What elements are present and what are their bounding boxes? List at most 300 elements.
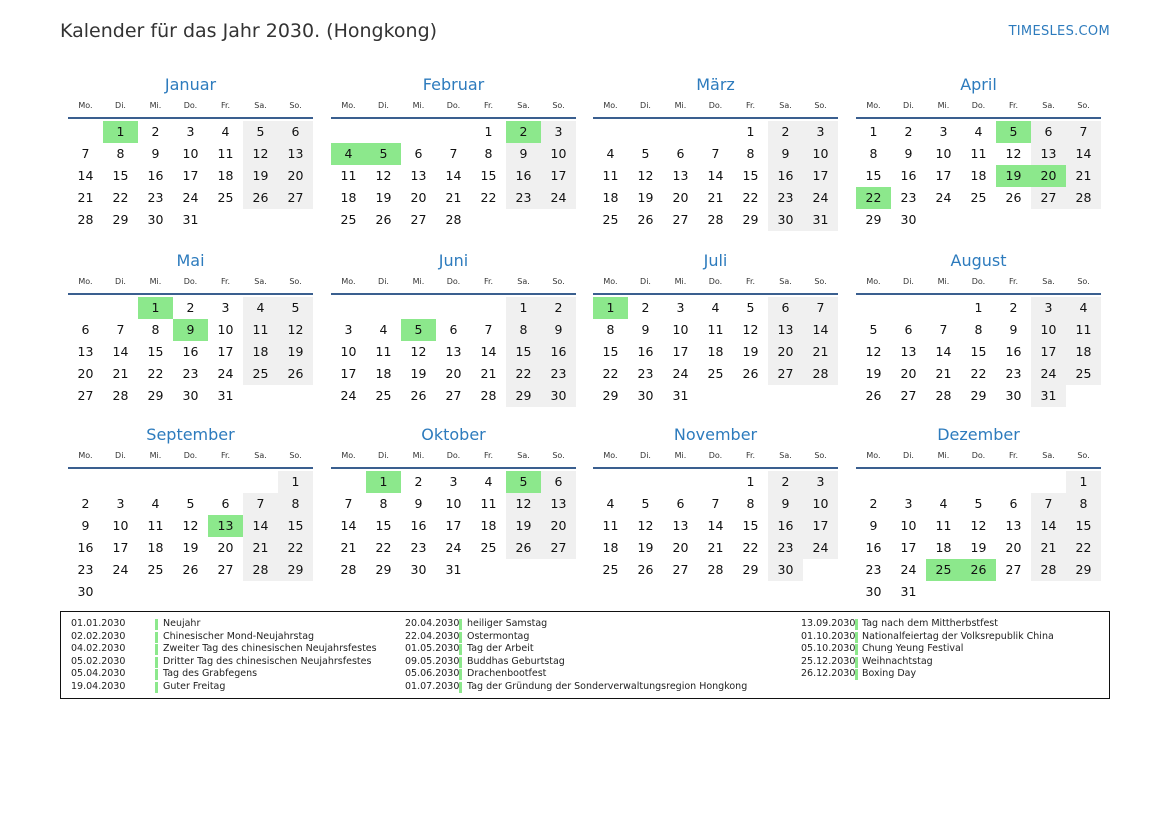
- day-cell: 13: [1031, 143, 1066, 165]
- day-cell: 29: [1066, 559, 1101, 581]
- day-cell: 7: [449, 146, 458, 161]
- day-cell: 22: [602, 366, 619, 381]
- holiday-entry: [801, 656, 1121, 669]
- day-cell: 7: [1066, 121, 1101, 143]
- holiday-date: 05.06.2030: [405, 668, 460, 679]
- holiday-date: 05.04.2030: [71, 668, 126, 679]
- weekday-header: Fr.: [1008, 277, 1019, 286]
- holiday-marker: [459, 669, 462, 680]
- day-cell: 24: [1031, 363, 1066, 385]
- weekday-header: Sa.: [254, 101, 267, 110]
- month-divider: [593, 467, 838, 469]
- day-cell: 16: [1005, 344, 1022, 359]
- weekday-header: So.: [814, 277, 827, 286]
- weekday-header: Sa.: [779, 277, 792, 286]
- day-cell: 16: [768, 165, 803, 187]
- holiday-marker: [855, 669, 858, 680]
- holiday-date: 02.02.2030: [71, 630, 126, 642]
- day-cell: 31: [217, 388, 234, 403]
- day-cell: 23: [506, 187, 541, 209]
- day-cell: 5: [278, 297, 313, 319]
- day-cell: 21: [707, 540, 724, 555]
- day-cell: 8: [278, 493, 313, 515]
- holiday-entry: [405, 668, 725, 681]
- day-cell: 9: [904, 146, 913, 161]
- day-cell: 30: [410, 562, 427, 577]
- day-cell: 3: [186, 124, 195, 139]
- day-cell: 23: [77, 562, 94, 577]
- day-cell: 14: [935, 344, 952, 359]
- weekday-header: Di.: [640, 451, 651, 460]
- day-cell: 6: [1009, 496, 1018, 511]
- day-cell: 19: [970, 540, 987, 555]
- day-cell: 10: [672, 322, 689, 337]
- day-cell: 18: [480, 518, 497, 533]
- day-cell: 2: [869, 496, 878, 511]
- holiday-date: 04.02.2030: [71, 643, 126, 654]
- weekday-header: Do.: [708, 277, 723, 286]
- day-cell: 11: [243, 319, 278, 341]
- month-name: Februar: [422, 75, 485, 94]
- weekday-header: Fr.: [220, 277, 231, 286]
- weekday-header: Mi.: [412, 277, 425, 286]
- weekday-header: Fr.: [220, 451, 231, 460]
- month-april: [856, 75, 1101, 255]
- weekday-header: Do.: [446, 451, 461, 460]
- day-cell: 3: [221, 300, 230, 315]
- day-cell: 2: [414, 474, 423, 489]
- day-cell: 13: [445, 344, 462, 359]
- weekday-header: Do.: [183, 451, 198, 460]
- weekday-header: Fr.: [220, 101, 231, 110]
- day-cell: 20: [445, 366, 462, 381]
- holiday-marker: [155, 619, 158, 630]
- day-cell: 21: [445, 190, 462, 205]
- weekday-header: Sa.: [254, 451, 267, 460]
- holiday-date: 22.04.2030: [405, 630, 460, 642]
- day-cell: 4: [974, 124, 983, 139]
- day-cell: 11: [217, 146, 234, 161]
- day-cell: 7: [939, 322, 948, 337]
- day-cell: 25: [602, 212, 619, 227]
- day-cell: 26: [375, 212, 392, 227]
- day-cell: 23: [182, 366, 199, 381]
- day-cell: 6: [221, 496, 230, 511]
- holiday-date: 01.01.2030: [71, 618, 126, 629]
- weekday-header: Mi.: [674, 451, 687, 460]
- day-cell: 6: [278, 121, 313, 143]
- site-brand-link[interactable]: TIMESLES.COM: [1008, 24, 1110, 39]
- day-cell: 4: [606, 496, 615, 511]
- day-cell: 4: [243, 297, 278, 319]
- month-name: Juli: [703, 251, 728, 270]
- day-cell: 4: [711, 300, 720, 315]
- day-cell: 28: [707, 212, 724, 227]
- day-cell: 18: [1066, 341, 1101, 363]
- day-cell: 26: [278, 363, 313, 385]
- day-cell: 21: [707, 190, 724, 205]
- holiday-name: Chinesischer Mond-Neujahrstag: [163, 630, 315, 642]
- holiday-name: Zweiter Tag des chinesischen Neujahrsfestes: [163, 643, 377, 654]
- weekday-header: Mi.: [412, 101, 425, 110]
- weekday-header: Mi.: [149, 277, 162, 286]
- weekday-header: Mi.: [149, 451, 162, 460]
- day-cell: 7: [243, 493, 278, 515]
- day-cell: 24: [900, 562, 917, 577]
- day-cell: 31: [1031, 385, 1066, 407]
- day-cell: 13: [1005, 518, 1022, 533]
- month-name: Januar: [164, 75, 217, 94]
- day-cell: 24: [803, 187, 838, 209]
- day-cell: 25: [217, 190, 234, 205]
- day-cell: 24: [935, 190, 952, 205]
- day-cell: 20: [1005, 540, 1022, 555]
- day-cell: 29: [375, 562, 392, 577]
- day-cell: 2: [151, 124, 160, 139]
- day-cell: 15: [112, 168, 129, 183]
- holiday-entry: [71, 668, 391, 681]
- day-cell: 7: [81, 146, 90, 161]
- day-cell: 14: [243, 515, 278, 537]
- day-cell: 15: [742, 518, 759, 533]
- weekday-header: Sa.: [517, 277, 530, 286]
- weekday-header: Fr.: [483, 101, 494, 110]
- day-cell: 27: [768, 363, 803, 385]
- day-cell: 3: [803, 471, 838, 493]
- holiday-entry: [801, 643, 1121, 656]
- holiday-name: Buddhas Geburtstag: [467, 655, 565, 667]
- month-mai: [68, 251, 313, 431]
- day-cell: 5: [974, 496, 983, 511]
- weekday-header: Mi.: [674, 101, 687, 110]
- month-oktober: [331, 425, 576, 605]
- weekday-header: Mo.: [78, 451, 93, 460]
- day-cell: 23: [147, 190, 164, 205]
- day-cell: 28: [480, 388, 497, 403]
- weekday-header: Mi.: [412, 451, 425, 460]
- weekday-header: Sa.: [254, 277, 267, 286]
- day-cell: 5: [641, 496, 650, 511]
- day-cell: 22: [506, 363, 541, 385]
- day-cell: 11: [602, 168, 619, 183]
- day-cell: 28: [1066, 187, 1101, 209]
- day-cell: 1: [974, 300, 983, 315]
- holiday-name: Weihnachtstag: [862, 655, 933, 667]
- day-cell: 10: [1031, 319, 1066, 341]
- day-cell: 28: [112, 388, 129, 403]
- day-cell: 2: [768, 471, 803, 493]
- weekday-header: Mi.: [937, 101, 950, 110]
- month-divider: [68, 117, 313, 119]
- weekday-header: So.: [289, 277, 302, 286]
- holiday-name: Ostermontag: [467, 630, 530, 642]
- month-divider: [331, 117, 576, 119]
- month-name: August: [950, 251, 1007, 270]
- day-cell: 26: [742, 366, 759, 381]
- day-cell: 28: [77, 212, 94, 227]
- day-cell: 27: [1005, 562, 1022, 577]
- weekday-header: Mi.: [937, 277, 950, 286]
- day-cell: 29: [865, 212, 882, 227]
- day-cell: 10: [900, 518, 917, 533]
- holiday-date: 19.04.2030: [71, 680, 126, 692]
- day-cell: 10: [217, 322, 234, 337]
- day-cell: 18: [217, 168, 234, 183]
- day-cell: 19: [506, 515, 541, 537]
- weekday-header: Mo.: [866, 277, 881, 286]
- weekday-header: Mo.: [78, 101, 93, 110]
- day-cell: 25: [480, 540, 497, 555]
- day-cell: 9: [768, 143, 803, 165]
- day-cell: 18: [243, 341, 278, 363]
- day-cell: 3: [939, 124, 948, 139]
- day-cell: 14: [445, 168, 462, 183]
- day-cell: 21: [480, 366, 497, 381]
- day-cell: 14: [707, 168, 724, 183]
- day-cell: 30: [1005, 388, 1022, 403]
- day-cell: 8: [484, 146, 493, 161]
- day-cell: 26: [865, 388, 882, 403]
- day-cell: 22: [742, 540, 759, 555]
- day-cell: 27: [1031, 187, 1066, 209]
- day-cell: 26: [243, 187, 278, 209]
- holiday-day-cell: 1: [103, 121, 138, 143]
- day-cell: 27: [672, 562, 689, 577]
- day-cell: 20: [900, 366, 917, 381]
- day-cell: 2: [186, 300, 195, 315]
- day-cell: 24: [182, 190, 199, 205]
- day-cell: 1: [506, 297, 541, 319]
- day-cell: 10: [340, 344, 357, 359]
- holiday-date: 09.05.2030: [405, 655, 460, 667]
- day-cell: 19: [278, 341, 313, 363]
- weekday-header: Di.: [115, 101, 126, 110]
- weekday-header: Do.: [708, 101, 723, 110]
- day-cell: 11: [935, 518, 952, 533]
- day-cell: 21: [1066, 165, 1101, 187]
- day-cell: 1: [278, 471, 313, 493]
- day-cell: 15: [278, 515, 313, 537]
- day-cell: 14: [77, 168, 94, 183]
- day-cell: 24: [672, 366, 689, 381]
- month-august: [856, 251, 1101, 431]
- day-cell: 16: [182, 344, 199, 359]
- weekday-header: Fr.: [1008, 451, 1019, 460]
- day-cell: 28: [445, 212, 462, 227]
- day-cell: 8: [974, 322, 983, 337]
- holiday-marker: [459, 644, 462, 655]
- day-cell: 17: [112, 540, 129, 555]
- day-cell: 27: [410, 212, 427, 227]
- page-title: Kalender für das Jahr 2030. (Hongkong): [60, 20, 438, 42]
- holiday-column: [801, 618, 1121, 681]
- day-cell: 17: [340, 366, 357, 381]
- day-cell: 22: [1066, 537, 1101, 559]
- day-cell: 9: [641, 322, 650, 337]
- month-januar: [68, 75, 313, 255]
- weekday-header: Di.: [378, 277, 389, 286]
- day-cell: 16: [900, 168, 917, 183]
- weekday-header: Do.: [971, 101, 986, 110]
- day-cell: 20: [410, 190, 427, 205]
- day-cell: 5: [641, 146, 650, 161]
- day-cell: 19: [410, 366, 427, 381]
- day-cell: 4: [606, 146, 615, 161]
- day-cell: 4: [379, 322, 388, 337]
- weekday-header: Fr.: [483, 451, 494, 460]
- month-divider: [856, 293, 1101, 295]
- day-cell: 3: [904, 496, 913, 511]
- day-cell: 16: [768, 515, 803, 537]
- weekday-header: Sa.: [517, 101, 530, 110]
- weekday-header: Mo.: [603, 451, 618, 460]
- day-cell: 8: [116, 146, 125, 161]
- day-cell: 16: [865, 540, 882, 555]
- holiday-entry: [405, 656, 725, 669]
- day-cell: 17: [1031, 341, 1066, 363]
- day-cell: 30: [77, 584, 94, 599]
- day-cell: 26: [1005, 190, 1022, 205]
- day-cell: 27: [278, 187, 313, 209]
- day-cell: 19: [637, 190, 654, 205]
- weekday-header: So.: [1077, 101, 1090, 110]
- holiday-date: 25.12.2030: [801, 655, 856, 667]
- day-cell: 23: [900, 190, 917, 205]
- weekday-header: Fr.: [483, 277, 494, 286]
- day-cell: 24: [541, 187, 576, 209]
- weekday-header: Di.: [115, 451, 126, 460]
- day-cell: 27: [445, 388, 462, 403]
- month-november: [593, 425, 838, 605]
- day-cell: 13: [410, 168, 427, 183]
- weekday-header: So.: [552, 451, 565, 460]
- holiday-day-cell: 5: [506, 471, 541, 493]
- weekday-header: Do.: [971, 451, 986, 460]
- day-cell: 4: [221, 124, 230, 139]
- holiday-marker: [855, 657, 858, 668]
- day-cell: 12: [375, 168, 392, 183]
- day-cell: 9: [81, 518, 90, 533]
- day-cell: 11: [707, 322, 724, 337]
- day-cell: 6: [81, 322, 90, 337]
- day-cell: 23: [410, 540, 427, 555]
- weekday-header: So.: [552, 277, 565, 286]
- day-cell: 17: [672, 344, 689, 359]
- holiday-marker: [155, 644, 158, 655]
- day-cell: 26: [182, 562, 199, 577]
- day-cell: 6: [768, 297, 803, 319]
- day-cell: 15: [865, 168, 882, 183]
- day-cell: 28: [935, 388, 952, 403]
- day-cell: 20: [217, 540, 234, 555]
- day-cell: 30: [900, 212, 917, 227]
- day-cell: 22: [480, 190, 497, 205]
- holiday-name: Tag der Arbeit: [467, 643, 534, 654]
- day-cell: 25: [375, 388, 392, 403]
- day-cell: 16: [410, 518, 427, 533]
- holiday-date: 20.04.2030: [405, 618, 460, 629]
- holiday-marker: [459, 657, 462, 668]
- holiday-date: 01.10.2030: [801, 630, 856, 642]
- day-cell: 12: [182, 518, 199, 533]
- day-cell: 17: [803, 165, 838, 187]
- day-cell: 6: [904, 322, 913, 337]
- day-cell: 23: [865, 562, 882, 577]
- weekday-header: Sa.: [779, 451, 792, 460]
- day-cell: 16: [541, 341, 576, 363]
- holiday-date: 05.10.2030: [801, 643, 856, 654]
- day-cell: 13: [672, 518, 689, 533]
- day-cell: 11: [147, 518, 164, 533]
- day-cell: 30: [147, 212, 164, 227]
- day-cell: 24: [445, 540, 462, 555]
- holiday-day-cell: 1: [366, 471, 401, 493]
- day-cell: 12: [637, 518, 654, 533]
- day-cell: 25: [1066, 363, 1101, 385]
- holiday-date: 13.09.2030: [801, 618, 856, 629]
- day-cell: 18: [935, 540, 952, 555]
- weekday-header: So.: [552, 101, 565, 110]
- holiday-date: 26.12.2030: [801, 668, 856, 679]
- day-cell: 12: [278, 319, 313, 341]
- day-cell: 10: [803, 143, 838, 165]
- day-cell: 3: [541, 121, 576, 143]
- day-cell: 22: [147, 366, 164, 381]
- weekday-header: Sa.: [1042, 101, 1055, 110]
- holiday-name: Drachenbootfest: [467, 668, 547, 679]
- day-cell: 8: [869, 146, 878, 161]
- day-cell: 19: [637, 540, 654, 555]
- day-cell: 18: [707, 344, 724, 359]
- day-cell: 31: [900, 584, 917, 599]
- holiday-day-cell: 5: [366, 143, 401, 165]
- day-cell: 1: [1066, 471, 1101, 493]
- weekday-header: Sa.: [1042, 451, 1055, 460]
- day-cell: 19: [742, 344, 759, 359]
- day-cell: 3: [676, 300, 685, 315]
- day-cell: 27: [672, 212, 689, 227]
- day-cell: 7: [711, 146, 720, 161]
- day-cell: 21: [1031, 537, 1066, 559]
- day-cell: 12: [410, 344, 427, 359]
- day-cell: 7: [484, 322, 493, 337]
- day-cell: 3: [449, 474, 458, 489]
- month-juli: [593, 251, 838, 431]
- holiday-entry: [71, 618, 391, 631]
- day-cell: 18: [375, 366, 392, 381]
- day-cell: 4: [151, 496, 160, 511]
- day-cell: 21: [112, 366, 129, 381]
- day-cell: 10: [803, 493, 838, 515]
- holiday-marker: [855, 619, 858, 630]
- day-cell: 6: [414, 146, 423, 161]
- day-cell: 18: [970, 168, 987, 183]
- weekday-header: Di.: [903, 101, 914, 110]
- day-cell: 8: [506, 319, 541, 341]
- day-cell: 10: [541, 143, 576, 165]
- holiday-entry: [71, 656, 391, 669]
- weekday-header: Fr.: [1008, 101, 1019, 110]
- weekday-header: Mo.: [341, 451, 356, 460]
- holiday-day-cell: 19: [996, 165, 1031, 187]
- weekday-header: Mo.: [341, 277, 356, 286]
- holiday-legend: [60, 611, 1110, 699]
- holiday-marker: [459, 632, 462, 643]
- day-cell: 20: [77, 366, 94, 381]
- day-cell: 27: [217, 562, 234, 577]
- day-cell: 12: [637, 168, 654, 183]
- day-cell: 7: [344, 496, 353, 511]
